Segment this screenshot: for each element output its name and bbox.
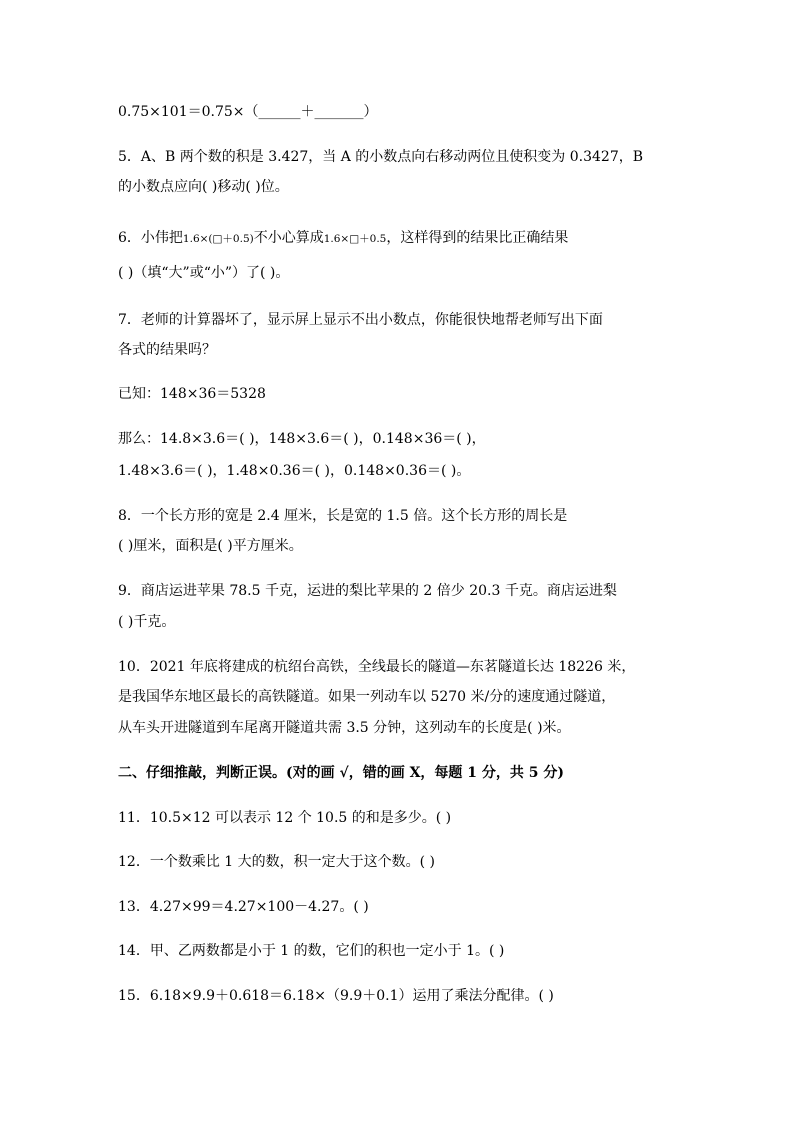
question-14: 14．甲、乙两数都是小于 1 的数，它们的积也一定小于 1。( ): [118, 943, 505, 959]
equation-line: 0.75×101＝0.75×（______＋_______）: [118, 104, 378, 120]
question-9-line-2: ( )千克。: [118, 614, 176, 630]
question-6-text-c: ，这样得到的结果比正确结果: [386, 230, 569, 246]
question-12: 12．一个数乘比 1 大的数，积一定大于这个数。( ): [118, 854, 435, 870]
question-8-line-1: 8．一个长方形的宽是 2.4 厘米，长是宽的 1.5 倍。这个长方形的周长是: [118, 508, 568, 524]
question-9-line-1: 9．商店运进苹果 78.5 千克，运进的梨比苹果的 2 倍少 20.3 千克。商店运进梨: [118, 583, 617, 599]
question-10-line-3: 从车头开进隧道到车尾离开隧道共需 3.5 分钟，这列动车的长度是( )米。: [118, 720, 571, 736]
question-13: 13．4.27×99＝4.27×100－4.27。( ): [118, 899, 369, 915]
question-7-line-1: 7．老师的计算器坏了，显示屏上显示不出小数点，你能很快地帮老师写出下面: [118, 312, 603, 328]
question-15: 15．6.18×9.9＋0.618＝6.18×（9.9＋0.1）运用了乘法分配律。( ): [118, 988, 554, 1004]
question-10-line-2: 是我国华东地区最长的高铁隧道。如果一列动车以 5270 米/分的速度通过隧道，: [118, 689, 616, 705]
question-7-known: 已知：148×36＝5328: [118, 386, 266, 402]
question-6-text-b: 不小心算成: [253, 230, 324, 246]
question-8-line-2: ( )厘米，面积是( )平方厘米。: [118, 538, 303, 554]
question-11: 11．10.5×12 可以表示 12 个 10.5 的和是多少。( ): [118, 810, 452, 826]
question-7-answers-2: 1.48×3.6＝( )，1.48×0.36＝( )，0.148×0.36＝( )。: [118, 463, 471, 479]
question-6-text-a: 6．小伟把: [118, 230, 183, 246]
question-6-expression-wrong: 1.6×□＋0.5: [323, 233, 387, 245]
section-2-heading: 二、仔细推敲，判断正误。(对的画 √，错的画 X，每题 1 分，共 5 分): [118, 765, 565, 781]
question-7-line-2: 各式的结果吗？: [118, 342, 216, 358]
question-10-line-1: 10．2021 年底将建成的杭绍台高铁，全线最长的隧道—东茗隧道长达 18226 米，: [118, 659, 636, 675]
question-6-line-2: ( )（填“大”或“小”）了( )。: [118, 265, 290, 281]
question-6-expression-correct: 1.6×(□＋0.5): [182, 233, 254, 245]
question-7-answers-1: 那么：14.8×3.6＝( )，148×3.6＝( )，0.148×36＝( )，: [118, 431, 486, 447]
question-5-line-2: 的小数点应向( )移动( )位。: [118, 179, 289, 195]
question-6-line-1: [118, 229, 568, 248]
question-5-line-1: 5．A、B 两个数的积是 3.427，当 A 的小数点向右移动两位且使积变为 0.3427，B: [118, 149, 644, 165]
